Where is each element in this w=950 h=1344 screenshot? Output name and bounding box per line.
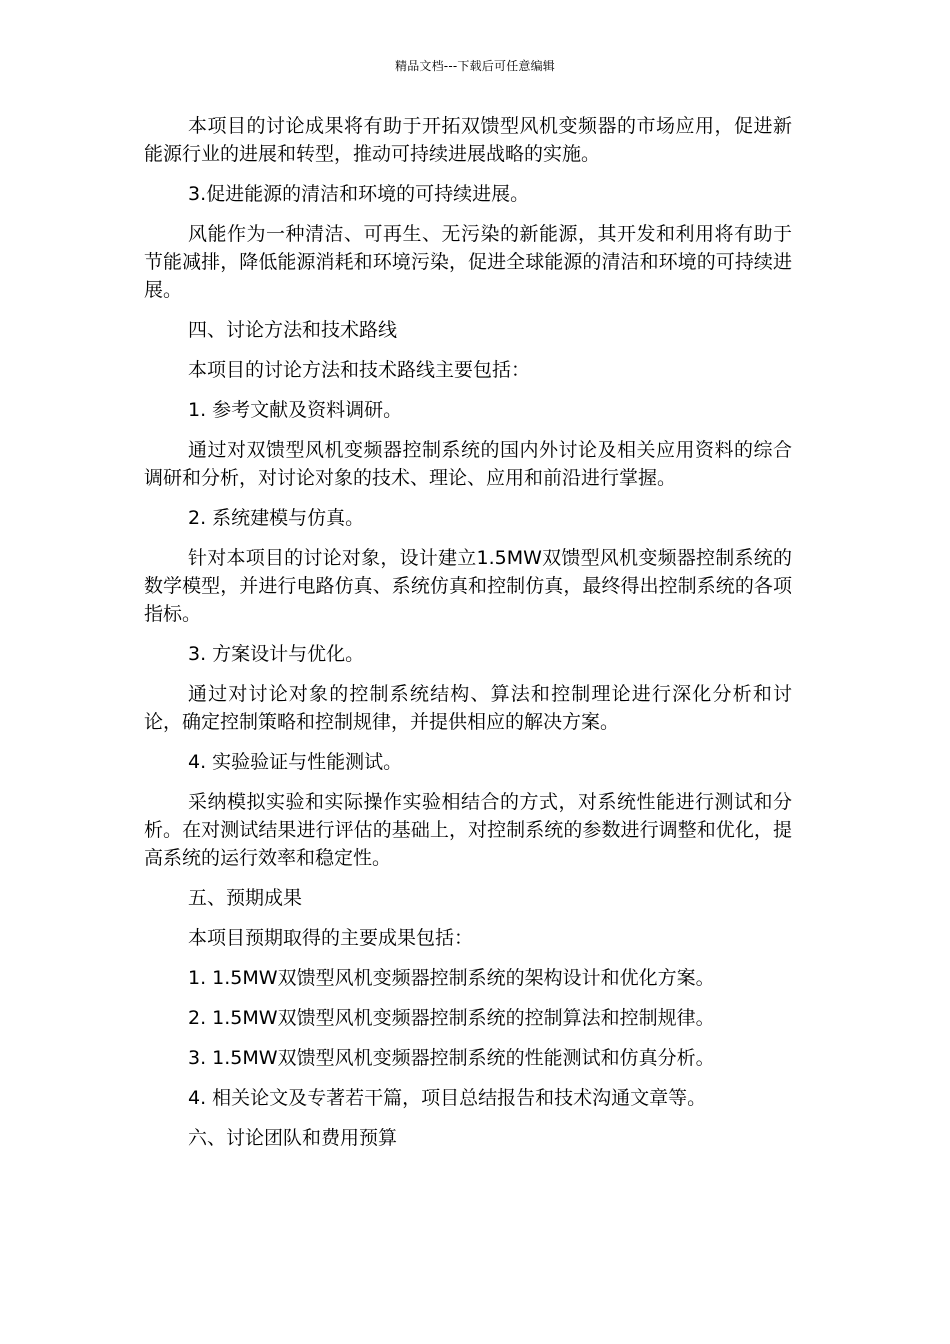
paragraph-method-2-body: 针对本项目的讨论对象，设计建立1.5MW双馈型风机变频器控制系统的数学模型，并进行电路仿真、系统仿真和控制仿真，最终得出控制系统的各项指标。: [144, 547, 792, 625]
section-heading-methods: 四、讨论方法和技术路线: [188, 319, 398, 341]
paragraph-method-4-heading: 4. 实验验证与性能测试。: [188, 751, 403, 773]
paragraph-method-1-body: 通过对双馈型风机变频器控制系统的国内外讨论及相关应用资料的综合调研和分析，对讨论对象的技术、理论、应用和前沿进行掌握。: [144, 439, 792, 489]
paragraph-methods-intro: 本项目的讨论方法和技术路线主要包括：: [188, 359, 531, 381]
document-body: [144, 112, 792, 1164]
paragraph-result-3: 3. 1.5MW双馈型风机变频器控制系统的性能测试和仿真分析。: [188, 1047, 715, 1069]
paragraph-method-1-heading: 1. 参考文献及资料调研。: [188, 399, 403, 421]
paragraph-method-3-heading: 3. 方案设计与优化。: [188, 643, 365, 665]
paragraph-wind-energy: 风能作为一种清洁、可再生、无污染的新能源，其开发和利用将有助于节能减排，降低能源消耗和环境污染，促进全球能源的清洁和环境的可持续进展。: [144, 223, 792, 301]
paragraph-intro-outcomes: 本项目的讨论成果将有助于开拓双馈型风机变频器的市场应用，促进新能源行业的进展和转型，推动可持续进展战略的实施。: [144, 115, 792, 165]
page-header: 精品文档---下载后可任意编辑: [395, 59, 555, 73]
section-heading-expected-results: 五、预期成果: [188, 887, 303, 909]
paragraph-method-2-heading: 2. 系统建模与仿真。: [188, 507, 365, 529]
paragraph-method-4-body: 采纳模拟实验和实际操作实验相结合的方式，对系统性能进行测试和分析。在对测试结果进行评估的基础上，对控制系统的参数进行调整和优化，提高系统的运行效率和稳定性。: [144, 791, 792, 869]
paragraph-result-4: 4. 相关论文及专著若干篇，项目总结报告和技术沟通文章等。: [188, 1087, 707, 1109]
paragraph-method-3-body: 通过对讨论对象的控制系统结构、算法和控制理论进行深化分析和讨论，确定控制策略和控制规律，并提供相应的解决方案。: [144, 683, 792, 733]
paragraph-result-2: 2. 1.5MW双馈型风机变频器控制系统的控制算法和控制规律。: [188, 1007, 715, 1029]
section-heading-team-budget: 六、讨论团队和费用预算: [188, 1127, 398, 1149]
paragraph-item-3-heading: 3.促进能源的清洁和环境的可持续进展。: [188, 183, 530, 205]
paragraph-results-intro: 本项目预期取得的主要成果包括：: [188, 927, 474, 949]
paragraph-result-1: 1. 1.5MW双馈型风机变频器控制系统的架构设计和优化方案。: [188, 967, 715, 989]
